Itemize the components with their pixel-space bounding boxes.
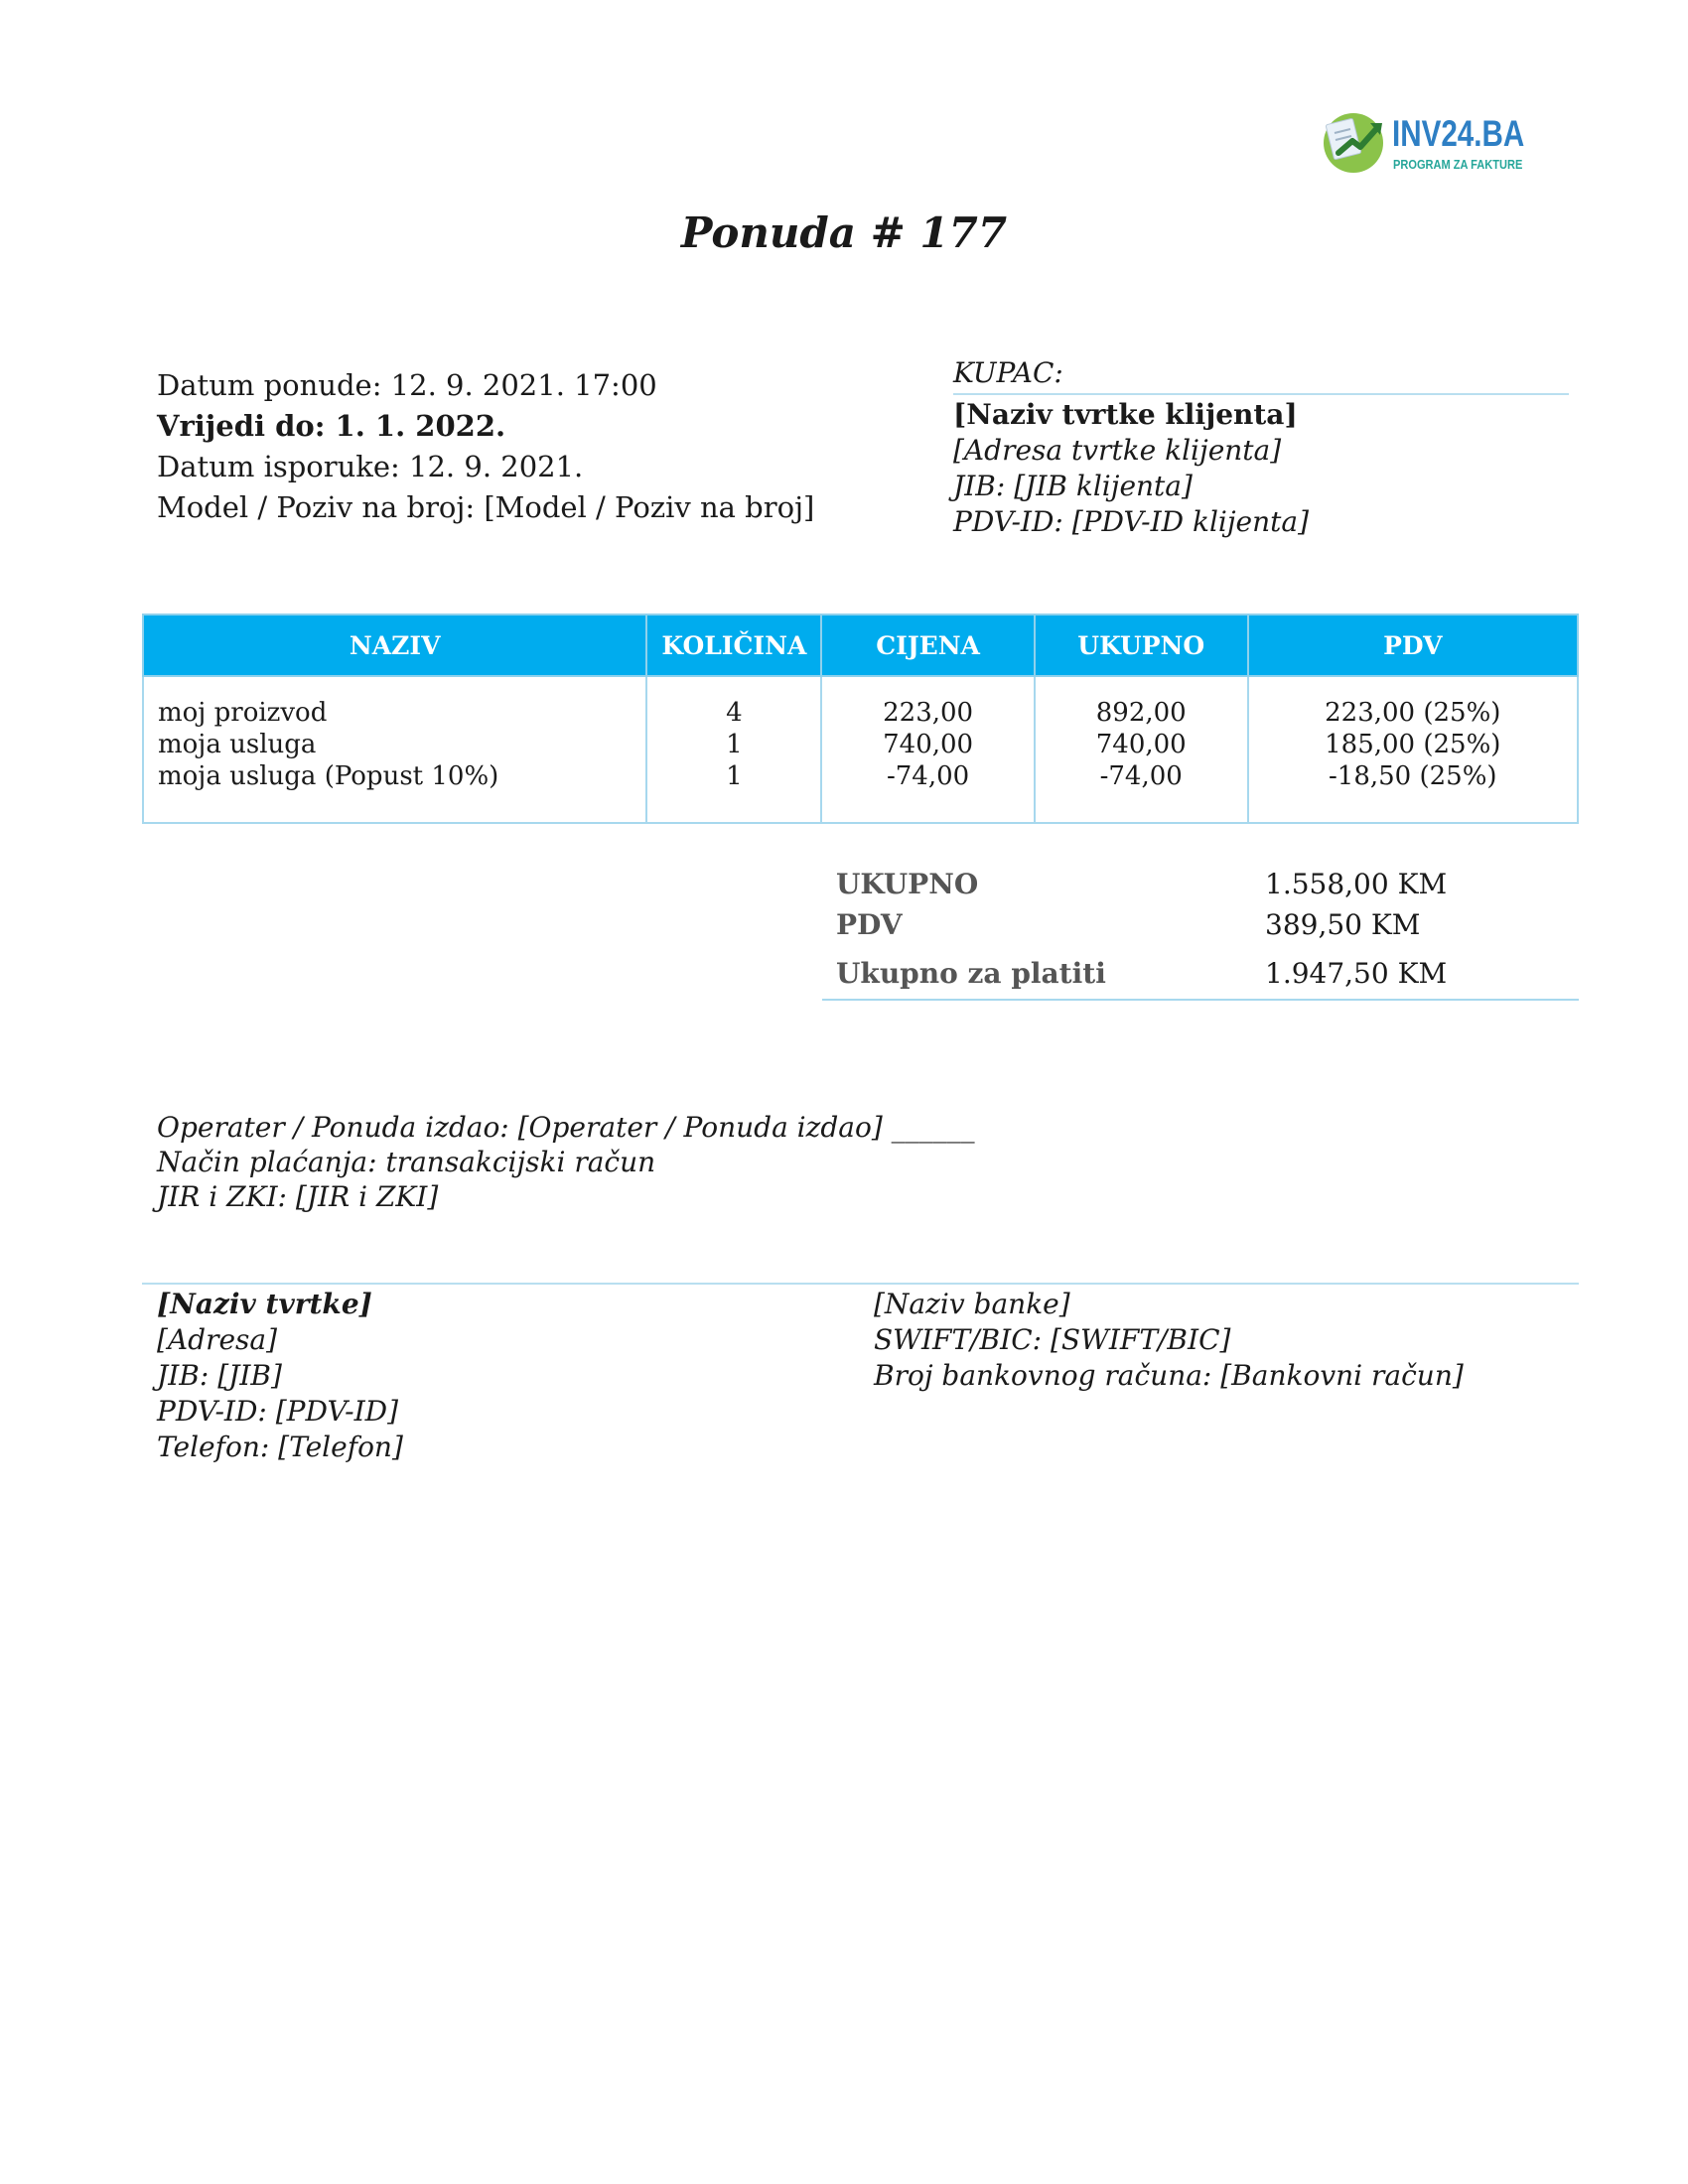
table-header-row — [143, 614, 1578, 676]
item-vat: -18,50 (25%) — [1329, 761, 1497, 791]
item-price: 223,00 — [883, 698, 974, 728]
column-header-cijena: CIJENA — [821, 614, 1035, 676]
item-name: moj proizvod — [158, 698, 328, 728]
grand-total-value: 1.947,50 KM — [1265, 957, 1448, 990]
item-name: moja usluga — [158, 730, 317, 759]
item-total: -74,00 — [1099, 761, 1183, 791]
delivery-date: Datum isporuke: 12. 9. 2021. — [157, 450, 584, 483]
item-vat: 223,00 (25%) — [1325, 698, 1501, 728]
company-jib: JIB: [JIB] — [157, 1359, 282, 1392]
subtotal-label: UKUPNO — [836, 868, 979, 900]
company-logo — [1321, 107, 1549, 177]
cell-cijena — [821, 676, 1035, 823]
subtotal-value: 1.558,00 KM — [1265, 868, 1448, 900]
company-block — [157, 1287, 403, 1465]
model-reference: Model / Poziv na broj: [Model / Poziv na broj] — [157, 490, 815, 524]
item-name: moja usluga (Popust 10%) — [158, 761, 499, 791]
buyer-block — [953, 355, 1569, 540]
payment-method: Način plaćanja: transakcijski račun — [157, 1146, 656, 1178]
logo-tagline: PROGRAM ZA FAKTURE — [1393, 157, 1523, 172]
footer-divider — [142, 1283, 1579, 1285]
table-body-row — [143, 676, 1578, 823]
buyer-pdv-id: PDV-ID: [PDV-ID klijenta] — [953, 505, 1310, 538]
buyer-jib: JIB: [JIB klijenta] — [953, 470, 1193, 502]
company-pdv-id: PDV-ID: [PDV-ID] — [157, 1395, 399, 1428]
vat-row — [822, 908, 1579, 949]
vat-label: PDV — [836, 908, 903, 941]
item-vat: 185,00 (25%) — [1325, 730, 1501, 759]
offer-meta — [157, 365, 814, 528]
cell-pdv — [1248, 676, 1578, 823]
cell-naziv — [143, 676, 646, 823]
notes-block — [157, 1110, 975, 1214]
subtotal-row — [822, 868, 1579, 908]
logo-name: INV24.BA — [1392, 113, 1525, 154]
item-quantity: 1 — [726, 761, 743, 791]
offer-date: Datum ponude: 12. 9. 2021. 17:00 — [157, 368, 657, 402]
totals-block — [822, 868, 1579, 1001]
operator-note: Operater / Ponuda izdao: [Operater / Ponuda izdao] ______ — [157, 1111, 975, 1144]
column-header-ukupno: UKUPNO — [1035, 614, 1248, 676]
bank-account: Broj bankovnog računa: [Bankovni račun] — [874, 1359, 1464, 1392]
column-header-kolicina: KOLIČINA — [646, 614, 821, 676]
company-address: [Adresa] — [157, 1323, 278, 1356]
jir-zki: JIR i ZKI: [JIR i ZKI] — [157, 1180, 439, 1213]
valid-until: Vrijedi do: 1. 1. 2022. — [157, 409, 506, 443]
document-title: Ponuda # 177 — [680, 208, 1008, 257]
bank-swift: SWIFT/BIC: [SWIFT/BIC] — [874, 1323, 1231, 1356]
company-name: [Naziv tvrtke] — [157, 1288, 372, 1320]
item-total: 892,00 — [1095, 698, 1187, 728]
items-table — [142, 614, 1579, 824]
cell-ukupno — [1035, 676, 1248, 823]
buyer-label: KUPAC: — [953, 355, 1569, 395]
item-total: 740,00 — [1095, 730, 1187, 759]
item-quantity: 4 — [726, 698, 743, 728]
item-quantity: 1 — [726, 730, 743, 759]
buyer-name: [Naziv tvrtke klijenta] — [953, 398, 1298, 431]
cell-kolicina — [646, 676, 821, 823]
grand-total-row — [822, 949, 1579, 1001]
column-header-pdv: PDV — [1248, 614, 1578, 676]
company-phone: Telefon: [Telefon] — [157, 1431, 403, 1463]
vat-value: 389,50 KM — [1265, 908, 1421, 941]
item-price: 740,00 — [883, 730, 974, 759]
column-header-naziv: NAZIV — [143, 614, 646, 676]
buyer-address: [Adresa tvrtke klijenta] — [953, 434, 1282, 467]
bank-block — [874, 1287, 1464, 1394]
item-price: -74,00 — [886, 761, 970, 791]
logo-icon — [1321, 107, 1390, 177]
grand-total-label: Ukupno za platiti — [836, 957, 1106, 990]
bank-name: [Naziv banke] — [874, 1288, 1070, 1320]
